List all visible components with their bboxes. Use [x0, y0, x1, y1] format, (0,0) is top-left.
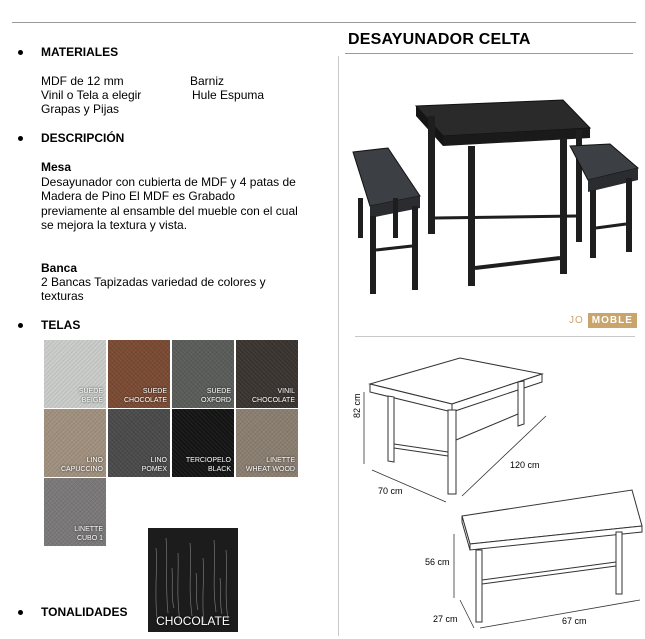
swatch-label: SUEDE OXFORD [201, 388, 231, 404]
material-item: MDF de 12 mm [41, 74, 124, 88]
tone-label: CHOCOLATE [156, 614, 230, 628]
swatch-suede-oxford[interactable] [172, 340, 234, 408]
bullet-icon [18, 323, 23, 328]
materiales-heading: MATERIALES [41, 45, 119, 59]
tone-chocolate-sample[interactable] [148, 528, 238, 632]
section-telas [18, 318, 80, 332]
brand-logo [565, 313, 637, 328]
swatch-label: TERCIOPELO BLACK [185, 457, 231, 473]
product-photo [348, 98, 638, 298]
swatch-label: SUEDE BEIGE [78, 388, 103, 404]
swatch-lino-pomex[interactable] [108, 409, 170, 477]
swatch-label: LINO CAPUCCINO [60, 457, 103, 473]
banca-title: Banca [41, 261, 78, 275]
swatch-label: VINIL CHOCOLATE [251, 388, 295, 404]
dim-bench-height: 56 cm [425, 557, 450, 567]
descripcion-heading: DESCRIPCIÓN [41, 131, 125, 145]
mesa-text: Desayunador con cubierta de MDF y 4 patas de Madera de Pino El MDF es Grabado previamente al ensamble del mueble con el cual se mejora la textura y vista. [41, 175, 298, 233]
column-divider [338, 56, 339, 636]
swatch-label: SUEDE CHOCOLATE [123, 388, 167, 404]
section-tonalidades [18, 605, 127, 619]
tonalidades-heading: TONALIDADES [41, 605, 128, 619]
dim-table-depth: 70 cm [378, 486, 403, 496]
title-divider [345, 53, 633, 54]
top-divider [12, 22, 636, 23]
material-item: Grapas y Pijas [41, 102, 120, 116]
image-divider [355, 336, 635, 337]
swatch-label: LINETTE WHEAT WOOD [245, 457, 295, 473]
section-descripcion [18, 131, 124, 145]
swatch-label: LINETTE CUBO 1 [74, 526, 103, 542]
page-title: DESAYUNADOR CELTA [348, 31, 531, 48]
dim-table-width: 120 cm [510, 460, 540, 470]
swatch-label: LINO POMEX [141, 457, 167, 473]
swatch-vinil-chocolate[interactable] [236, 340, 298, 408]
material-item: Hule Espuma [192, 88, 265, 102]
swatch-linette-wheat-wood[interactable] [236, 409, 298, 477]
swatch-linette-cubo-1[interactable] [44, 478, 106, 546]
material-item: Vinil o Tela a elegir [41, 88, 142, 102]
bullet-icon [18, 610, 23, 615]
banca-text: 2 Bancas Tapizadas variedad de colores y texturas [41, 275, 266, 304]
materiales-col1 [41, 74, 141, 116]
logo-part2: MOBLE [588, 313, 637, 328]
swatch-suede-beige[interactable] [44, 340, 106, 408]
swatch-lino-capuccino[interactable] [44, 409, 106, 477]
swatch-suede-chocolate[interactable] [108, 340, 170, 408]
dim-bench-depth: 27 cm [433, 614, 458, 624]
bullet-icon [18, 136, 23, 141]
materiales-col2 [190, 74, 264, 102]
logo-part1: JO [569, 315, 584, 326]
dim-bench-width: 67 cm [562, 616, 587, 626]
dim-table-height: 82 cm [352, 393, 362, 418]
telas-heading: TELAS [41, 318, 81, 332]
mesa-title: Mesa [41, 160, 72, 174]
bullet-icon [18, 50, 23, 55]
material-item: Barniz [190, 74, 225, 88]
swatch-terciopelo-black[interactable] [172, 409, 234, 477]
section-materiales [18, 45, 118, 59]
